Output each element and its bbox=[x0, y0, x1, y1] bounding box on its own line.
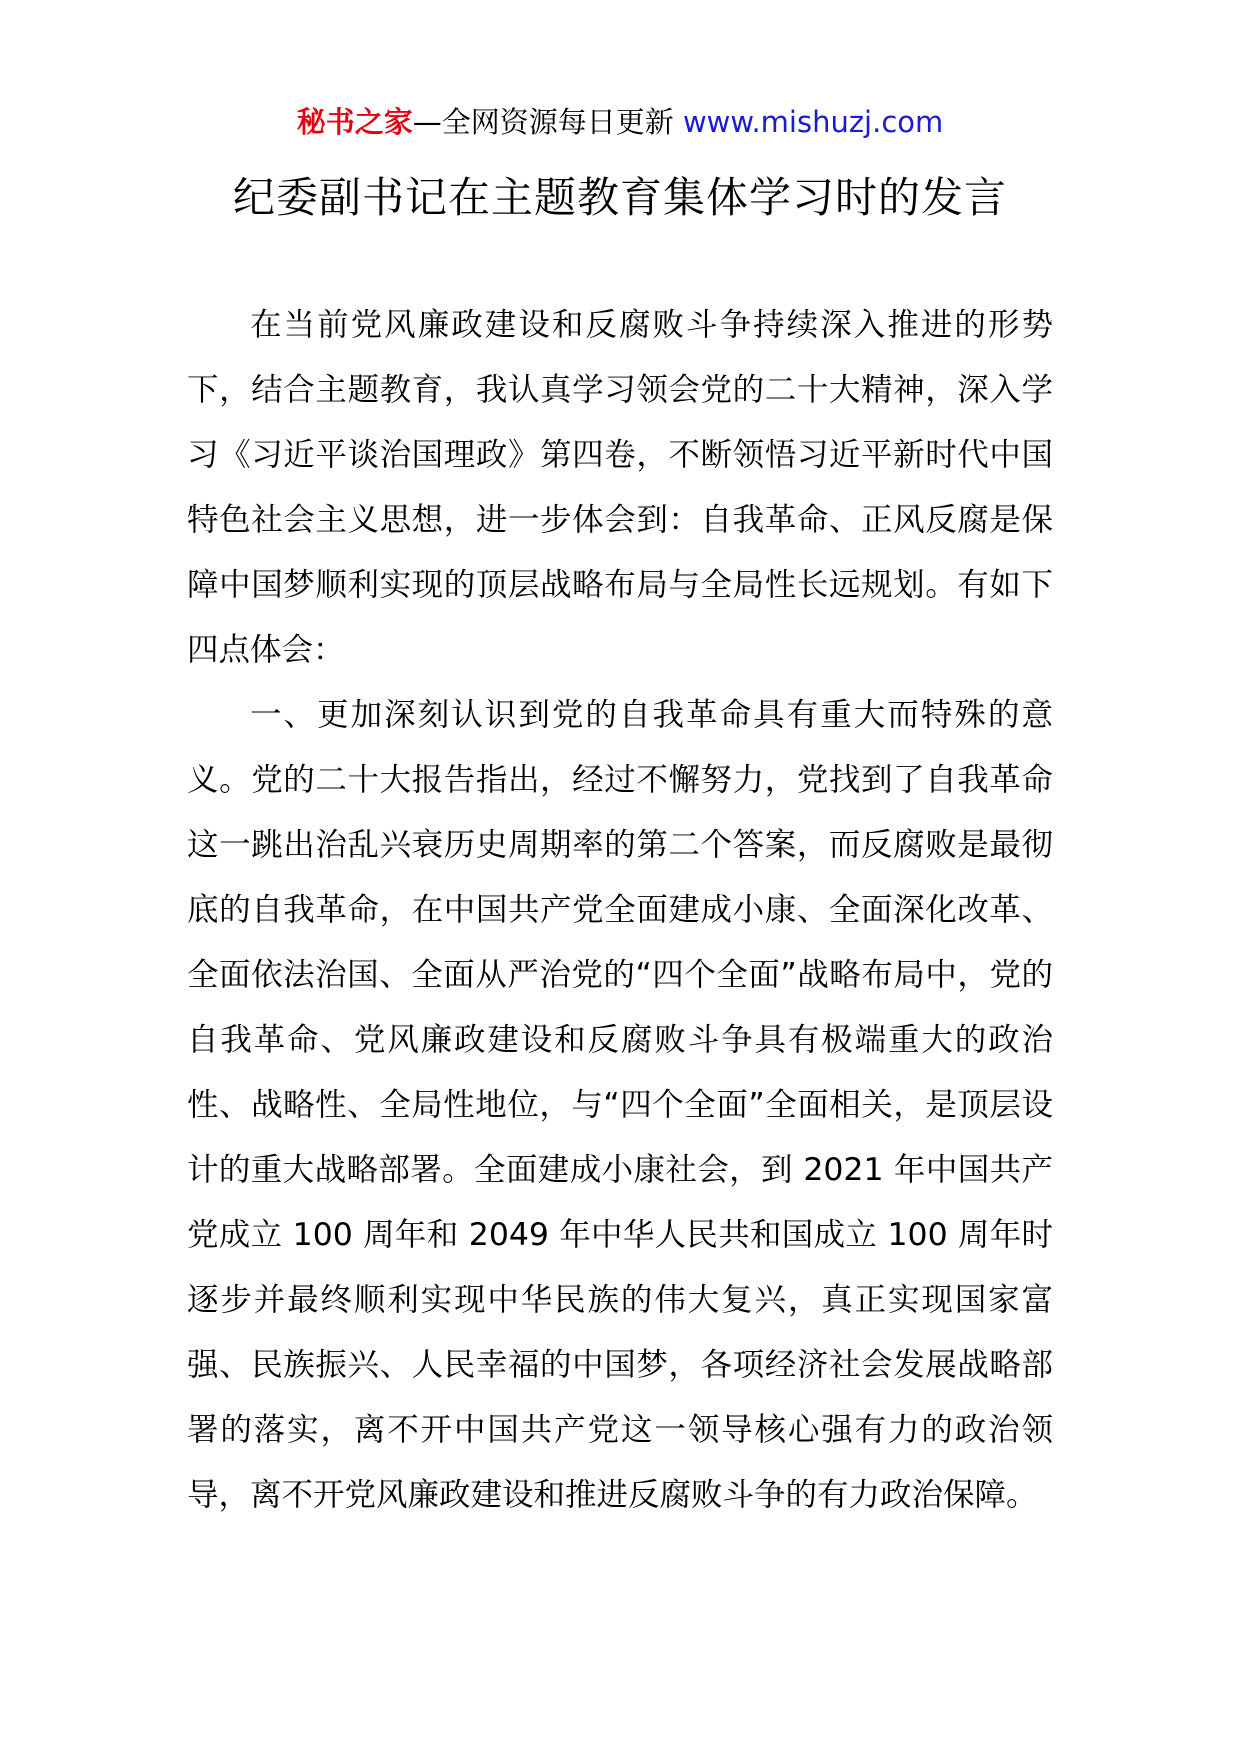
document-body bbox=[187, 293, 1053, 1528]
site-url-link[interactable]: www.mishuzj.com bbox=[682, 105, 944, 139]
paragraph-intro: 在当前党风廉政建设和反腐败斗争持续深入推进的形势下，结合主题教育，我认真学习领会党的二十大精神，深入学习《习近平谈治国理政》第四卷，不断领悟习近平新时代中国特色社会主义思想，进一步体会到：自我革命、正风反腐是保障中国梦顺利实现的顶层战略布局与全局性长远规划。有如下四点体会： bbox=[187, 307, 1053, 668]
site-brand: 秘书之家 bbox=[296, 105, 413, 139]
site-header bbox=[0, 102, 1240, 142]
document-title: 纪委副书记在主题教育集体学习时的发言 bbox=[232, 173, 1007, 222]
site-tagline: —全网资源每日更新 bbox=[412, 105, 683, 139]
paragraph-point-one: 一、更加深刻认识到党的自我革命具有重大而特殊的意义。党的二十大报告指出，经过不懈努力，党找到了自我革命这一跳出治乱兴衰历史周期率的第二个答案，而反腐败是最彻底的自我革命，在中国共产党全面建成小康、全面深化改革、全面依法治国、全面从严治党的“四个全面”战略布局中，党的自我革命、党风廉政建设和反腐败斗争具有极端重大的政治性、战略性、全局性地位，与“四个全面”全面相关，是顶层设计的重大战略部署。全面建成小康社会，到 2021 年中国共产党成立 100 周年和 2049 年中华人民共和国成立 100 周年时逐步并最终顺利实现中华民族的伟大复兴，真正实现国家富强、民族振兴、人民幸福的中国梦，各项经济社会发展战略部署的落实，离不开中国共产党这一领导核心强有力的政治领导，离不开党风廉政建设和推进反腐败斗争的有力政治保障。 bbox=[187, 697, 1053, 1513]
